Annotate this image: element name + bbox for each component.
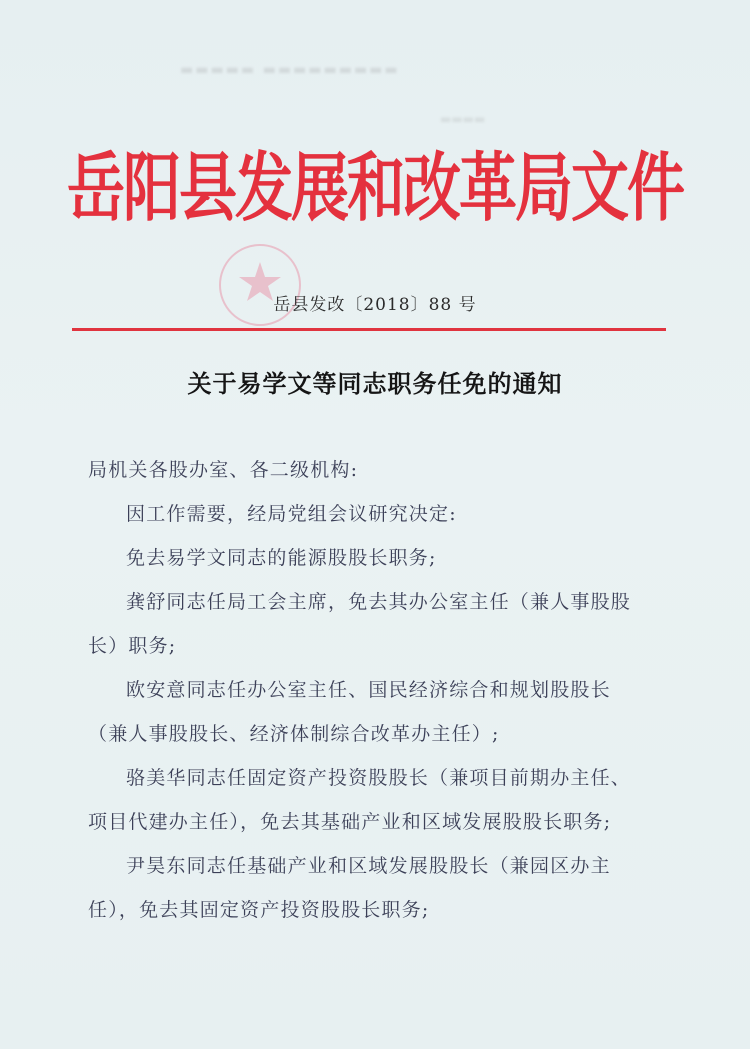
body-line: 尹昊东同志任基础产业和区域发展股股长（兼园区办主 (126, 855, 611, 877)
body-line: 任），免去其固定资产投资股股长职务; (88, 899, 430, 921)
bleed-through-text-small: ▬▬▬▬ (440, 112, 486, 126)
body-line: 项目代建办主任），免去其基础产业和区域发展股股长职务; (88, 811, 612, 833)
salutation-line: 局机关各股办室、各二级机构: (88, 459, 359, 481)
body-line: 免去易学文同志的能源股股长职务; (126, 547, 437, 569)
body-line: 骆美华同志任固定资产投资股股长（兼项目前期办主任、 (126, 767, 632, 789)
red-divider-line (72, 328, 666, 331)
document-number: 岳县发改〔2018〕88 号 (273, 295, 477, 315)
body-line: 欧安意同志任办公室主任、国民经济综合和规划股股长 (126, 679, 611, 701)
body-line: 龚舒同志任局工会主席，免去其办公室主任（兼人事股股 (126, 591, 632, 613)
bleed-through-text: ▬▬▬▬▬ ▬▬▬▬▬▬▬▬▬ (180, 62, 400, 78)
body-line: （兼人事股股长、经济体制综合改革办主任）; (88, 723, 500, 745)
body-line: 长）职务; (88, 635, 177, 657)
agency-title: 岳阳县发展和改革局文件 (66, 144, 683, 232)
body-line: 因工作需要，经局党组会议研究决定: (126, 503, 457, 525)
seal-stamp-icon (215, 240, 305, 330)
notice-title: 关于易学文等同志职务任免的通知 (187, 369, 563, 398)
notice-body (88, 448, 658, 932)
